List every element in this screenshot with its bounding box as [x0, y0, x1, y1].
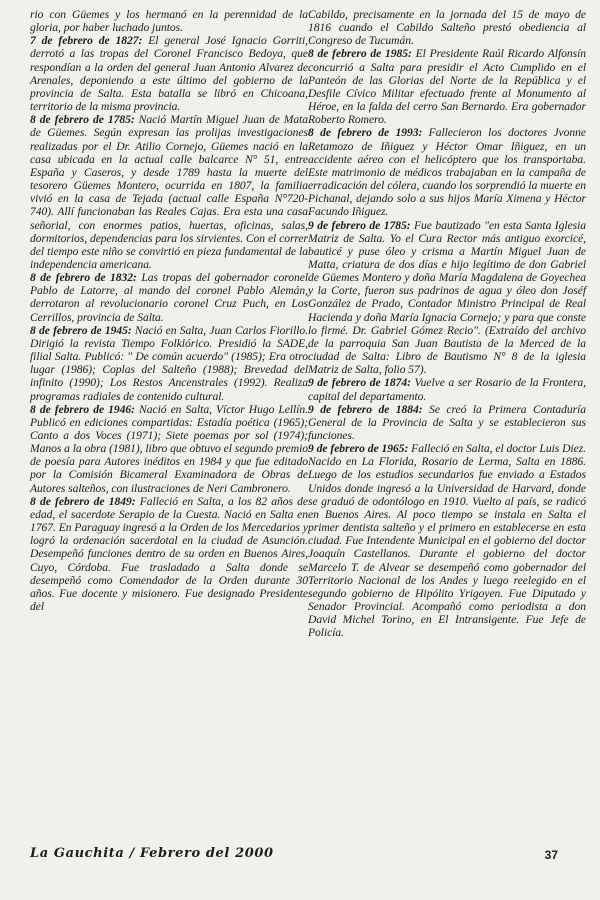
chronology-entry	[308, 126, 586, 218]
entry-text: Las tropas del gobernador coronel Pablo de Latorre, al mando del coronel Pablo Alemán, derrotaron al revolucionario coronel Cruz Puch, en Los Cerrillos, provincia de Salta.	[30, 271, 308, 324]
left-column	[30, 8, 308, 613]
page-number: 37	[544, 848, 558, 862]
entry-date: 7 de febrero de 1827:	[30, 34, 143, 48]
chronology-entry	[308, 8, 586, 47]
entry-date: 8 de febrero de 1945:	[30, 323, 132, 337]
entry-text: Nació Martín Miguel Juan de Mata de Güemes. Según expresan las prolijas investigaciones realizadas por el Dr. Atilio Cornejo, Güemes nació en la casa ubicada en la actual calle balcarce N° 51, entre España y Caseros, y desde 1789 hasta la muerte del tesorero Güemes Montero, ocurrida en 1807, la familia vivió en la casa de Tejada (actual calle España N°720- 740). Allí funcionaban las Reales Cajas. Era esta una casa señorial, con enormes patios, huertas, oficinas, salas, dormitorios, dependencias para los sirvientes. Con el correr del tiempo este niño se convirtió en pieza fundamental de la independencia americana.	[30, 113, 308, 271]
entry-date: 8 de febrero de 1985:	[308, 47, 412, 61]
chronology-entry	[308, 47, 586, 126]
chronology-entry	[308, 376, 586, 402]
entry-text: rio con Güemes y los hermanó en la perennidad de la gloria, por haber luchado juntos.	[30, 8, 308, 35]
chronology-entry	[30, 324, 308, 403]
chronology-entry	[30, 8, 308, 34]
entry-text: El Presidente Raúl Ricardo Alfonsín concurrió a Salta para presidir el Acto Cumplido en el Panteón de las Glorias del Norte de la República y el Desfile Cívico Militar efectuado frente al Monumento al Héroe, en la falda del cerro San Bernardo. Era gobernador Roberto Romero.	[308, 47, 586, 127]
entry-date: 9 de febrero de 1874:	[308, 376, 411, 390]
entry-text: Vuelve a ser Rosario de la Frontera, capital del departamento.	[308, 376, 586, 403]
chronology-entry	[30, 403, 308, 495]
page-footer	[30, 846, 570, 866]
entry-text: Fallecieron los doctores Jvonne Retamozo de Iñiguez y Héctor Omar Iñiguez, en un accidente aéreo con el helicóptero que los transportaba. Este matrimonio de médicos trabajaban en la campaña de erradicación del cólera, cuando los sorprendió la muerte en Pichanal, dejando solo a sus hijos María Ximena y Héctor Facundo Iñiguez.	[308, 126, 586, 219]
entry-text: El general José Ignacio Gorriti, derrotó a las tropas del Coronel Francisco Bedoya, que respondían a la orden del general Juan Antonio Alvarez de Arenales, deponiendo a este último del gobierno de la provincia de Salta. Esta batalla se libró en Chicoana, territorio de la misma provincia.	[30, 34, 308, 114]
entry-date: 9 de febrero de 1884:	[308, 402, 423, 416]
chronology-entry	[30, 113, 308, 271]
entry-text: Fue bautizado "en esta Santa Iglesia Matriz de Salta. Yo el Cura Rector más antiguo exorcicé, bauticé y puse óleo y crisma a Martín Miguel Juan de Matta, criatura de dos días e hijo legítimo de don Gabriel de Güemes Montero y doña María Magdalena de Goyechea y la Corte, fueron sus padrinos de agua y óleo don Joséf González de Prado, Contador Ministro Principal de Real Hacienda y doña María Ignacia Cornejo; y para que conste lo firmé. Dr. Gabriel Gómez Recio". (Extraído del archivo de la parroquia San Juan Bautista de la Merced de la ciudad de Salta: Libro de Bautismo N° 8 de la iglesia Matriz de Salta, folio 57).	[308, 218, 586, 377]
entry-text: Nació en Salta, Víctor Hugo Lellín. Publicó en ediciones compartidas: Estadía poética (1965); Canto a dos Voces (1971); Siete poemas por sol (1974); Manos a la obra (1981), libro que obtuvo el segundo premio de poesía para Autores inéditos en 1984 y que fue editado por la Comisión Bicameral Examinadora de Obras de Autores salteños, con ilustraciones de Neri Cambronero.	[30, 402, 309, 495]
entry-date: 8 de febrero de 1946:	[30, 402, 135, 416]
entry-text: Se creó la Primera Contaduría General de la Provincia de Salta y se establecieron sus funciones.	[308, 402, 587, 442]
chronology-entry	[308, 403, 586, 442]
entry-text: Nació en Salta, Juan Carlos Fiorillo. Dirigió la revista Tiempo Folklórico. Presidió la SADE, filial Salta. Publicó: " De común acuerdo" (1985); Era otro lugar (1986); Coplas del Salteño (1988); Brevedad del infinito (1990); Los Restos Ancenstrales (1992). Realiza programas radiales de contenido cultural.	[30, 323, 309, 403]
entry-date: 9 de febrero de 1785:	[308, 218, 411, 232]
entry-date: 8 de febrero de 1993:	[308, 126, 423, 140]
entry-date: 8 de febrero de 1832:	[30, 271, 137, 285]
entry-text: Falleció en Salta, a los 82 años de edad, el sacerdote Serapio de la Cuesta. Nació en Salta en 1767. En Paraguay ingresó a la Orden de los Mercedarios y logró la ordenación sacerdotal en la ciudad de Asunción. Desempeñó funciones dentro de su orden en Buenos Aires, Cuyo, Córdoba. Fue trasladado a Salta donde se desempeñó como Comendador de la Orden durante 30 años. Fue docente y misionero. Fue designado Presidente del	[30, 494, 308, 614]
entry-date: 8 de febrero de 1849:	[30, 494, 136, 508]
chronology-entry	[30, 495, 308, 613]
entry-date: 9 de febrero de 1965:	[308, 442, 409, 456]
entry-text: Cabildo, precisamente en la jornada del 15 de mayo de 1816 cuando el Cabildo Salteño prestó obediencia al Congreso de Tucumán.	[308, 8, 586, 48]
chronology-entry	[308, 219, 586, 377]
chronology-entry	[30, 34, 308, 113]
publication-title: La Gauchita / Febrero del 2000	[30, 846, 274, 861]
entry-text: Falleció en Salta, el doctor Luis Diez. Nacido en La Florida, Rosario de Lerma, Salta en 1886. Luego de los estudios secundarios fue enviado a Estados Unidos donde ingresó a la Universidad de Harvard, donde se graduó de odontólogo en 1910. Vuelto al país, se radicó en Buenos Aires. Al poco tiempo se instala en Salta el primer dentista salteño y el primero en establecerse en esta ciudad. Fue Intendente Municipal en el gobierno del doctor Joaquín Castellanos. Durante el gobierno del doctor Marcelo T. de Alvear se desempeñó como gobernador del Territorio Nacional de los Andes y luego reelegido en el segundo gobierno de Hipólito Yrigoyen. Fue Diputado y Senador Provincial. Acompañó como periodista a don David Michel Torino, en El Intransigente. Fue Jefe de Policía.	[308, 442, 587, 640]
chronology-entry	[308, 442, 586, 639]
chronology-entry	[30, 271, 308, 324]
right-column	[308, 8, 586, 640]
entry-date: 8 de febrero de 1785:	[30, 113, 135, 127]
